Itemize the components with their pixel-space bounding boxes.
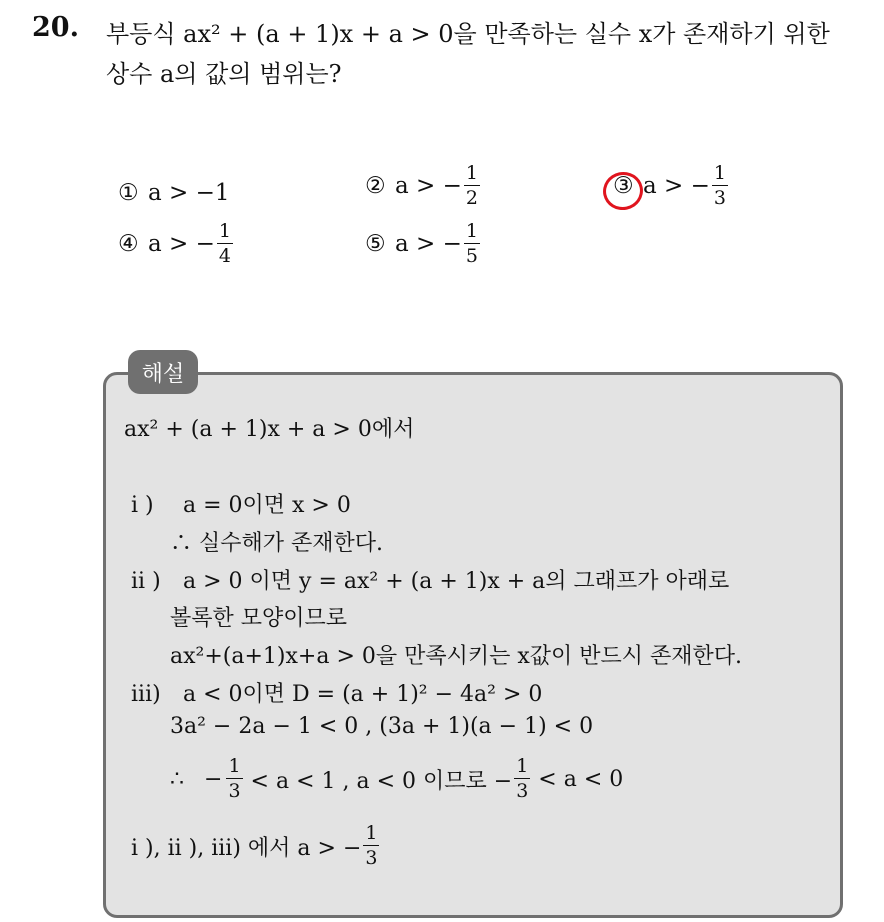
choice-4-number: ④ — [118, 231, 139, 257]
question-number: 20. — [32, 12, 79, 43]
case3-part2: < a < 1 , a < 0 이므로 − — [250, 768, 513, 794]
choice-2-frac-den: 2 — [465, 187, 478, 209]
case3-frac1-den: 3 — [228, 780, 241, 802]
case3-line3 — [170, 757, 623, 801]
therefore-symbol: ∴ — [170, 766, 184, 792]
choice-4-frac-den: 4 — [218, 245, 231, 267]
question-text-line1: 부등식 ax² + (a + 1)x + a > 0을 만족하는 실수 x가 존재하기 위한 — [106, 20, 830, 48]
choice-4-text: a > − — [148, 231, 215, 257]
case1-label: i ) — [131, 493, 154, 518]
case2-line3: ax²+(a+1)x+a > 0을 만족시키는 x값이 반드시 존재한다. — [170, 644, 743, 669]
case3-part3: < a < 0 — [538, 766, 624, 792]
choice-4-frac-num: 1 — [218, 220, 231, 242]
choice-5-number: ⑤ — [365, 231, 386, 257]
choice-2-frac-num: 1 — [465, 162, 478, 184]
case3-fraction-1 — [226, 757, 242, 801]
final-frac-den: 3 — [365, 847, 378, 869]
case1-line1 — [131, 488, 351, 519]
choice-2-fraction — [464, 164, 480, 208]
choice-3-frac-num: 1 — [713, 162, 726, 184]
case2-line1 — [131, 564, 729, 595]
choice-2[interactable] — [365, 164, 480, 208]
final-frac-num: 1 — [365, 822, 378, 844]
choice-1-text: a > −1 — [148, 180, 230, 206]
case3-text: a < 0이면 D = (a + 1)² − 4a² > 0 — [183, 682, 543, 707]
question-text-line2: 상수 a의 값의 범위는? — [106, 60, 342, 88]
final-conclusion — [131, 824, 379, 868]
choice-5-frac-den: 5 — [465, 245, 478, 267]
choice-4-fraction — [217, 222, 233, 266]
case2-text: a > 0 이면 y = ax² + (a + 1)x + a의 그래프가 아래로 — [183, 569, 730, 594]
choice-5-fraction — [464, 222, 480, 266]
choice-5-frac-num: 1 — [465, 220, 478, 242]
choice-3-text: a > − — [643, 173, 710, 199]
case2-line2: 볼록한 모양이므로 — [170, 606, 348, 631]
case3-frac2-den: 3 — [516, 780, 529, 802]
case2-label: ii ) — [131, 569, 161, 594]
choice-1-number: ① — [118, 180, 139, 206]
choice-3-frac-den: 3 — [713, 187, 726, 209]
solution-intro: ax² + (a + 1)x + a > 0에서 — [124, 417, 415, 442]
case3-frac1-num: 1 — [228, 755, 241, 777]
choice-3-fraction — [712, 164, 728, 208]
choice-2-number: ② — [365, 173, 386, 199]
case3-frac2-num: 1 — [516, 755, 529, 777]
choice-2-text: a > − — [395, 173, 462, 199]
case1-text: a = 0이면 x > 0 — [183, 493, 351, 518]
case3-label: iii) — [131, 682, 161, 707]
case3-part1: − — [204, 766, 223, 792]
case3-line1 — [131, 677, 542, 708]
choice-5[interactable] — [365, 222, 480, 266]
choice-1[interactable] — [118, 180, 230, 206]
choice-4[interactable] — [118, 222, 233, 266]
choice-3-number: ③ — [613, 173, 634, 199]
final-prefix: i ), ii ), iii) 에서 a > − — [131, 835, 362, 861]
case3-line2: 3a² − 2a − 1 < 0 , (3a + 1)(a − 1) < 0 — [170, 714, 594, 739]
final-fraction — [363, 824, 379, 868]
solution-tag: 해설 — [128, 350, 198, 394]
choice-5-text: a > − — [395, 231, 462, 257]
case1-line2: ∴ 실수해가 존재한다. — [170, 531, 383, 556]
case3-fraction-2 — [514, 757, 530, 801]
